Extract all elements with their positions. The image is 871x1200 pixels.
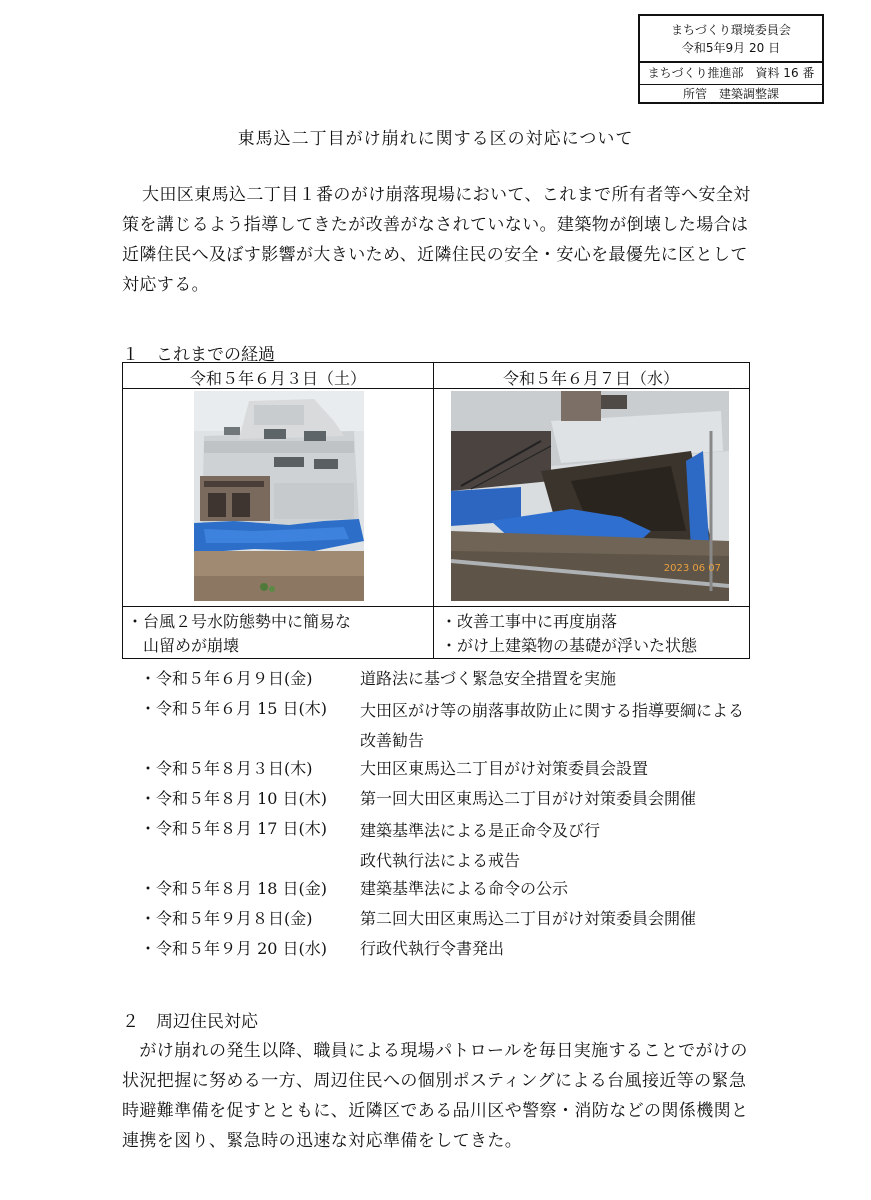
timeline-event: 第一回大田区東馬込二丁目がけ対策委員会開催	[360, 789, 697, 808]
document-title: 東馬込二丁目がけ崩れに関する区の対応について	[237, 129, 634, 149]
section-1-heading: １ これまでの経過	[122, 345, 275, 365]
header-info-box	[638, 14, 824, 104]
timeline-item	[140, 784, 780, 814]
photo-caption-left	[127, 610, 351, 658]
photo-date-left: 令和５年６月３日（土）	[189, 369, 366, 388]
photo-caption-right	[441, 610, 697, 658]
divider	[433, 363, 434, 658]
timeline-event: 大田区がけ等の崩落事故防止に関する指導要綱による改善勧告	[360, 701, 745, 750]
material-number: まちづくり推進部 資料 16 番	[647, 66, 815, 80]
timeline-item	[140, 754, 780, 784]
timeline-date: ・令和５年６月 15 日(木)	[140, 699, 328, 718]
section-2-body: がけ崩れの発生以降、職員による現場パトロールを毎日実施することでがけの状況把握に努める一方、周辺住民への個別ポスティングによる台風接近等の緊急時避難準備を促すとともに、近隣区である品川区や警察・消防などの関係機関と連携を図り、緊急時の迅速な対応準備をしてきた。	[122, 1041, 749, 1151]
timeline-event: 建築基準法による命令の公示	[360, 879, 569, 898]
timeline-list	[140, 664, 780, 964]
timeline-item	[140, 664, 780, 694]
timeline-date: ・令和５年６月９日(金)	[140, 669, 313, 688]
caption-line: ・改善工事中に再度崩落	[441, 612, 618, 631]
timeline-event: 行政代執行令書発出	[360, 939, 505, 958]
photo-date-right: 令和５年６月７日（水）	[502, 369, 679, 388]
caption-line: ・がけ上建築物の基礎が浮いた状態	[441, 636, 698, 655]
photo-date-stamp: 2023 06 07	[663, 563, 721, 574]
caption-line: ・台風２号水防態勢中に簡易な	[127, 612, 352, 631]
caption-line: 山留めが崩壊	[127, 636, 240, 655]
committee-name: まちづくり環境委員会	[671, 23, 791, 37]
timeline-date: ・令和５年８月 10 日(木)	[140, 789, 328, 808]
timeline-date: ・令和５年８月３日(木)	[140, 759, 313, 778]
photo-june-7-image	[451, 391, 729, 601]
intro-paragraph	[122, 180, 762, 300]
timeline-item	[140, 904, 780, 934]
intro-text: 大田区東馬込二丁目１番のがけ崩落現場において、これまで所有者等へ安全対策を講じるよう指導してきたが改善がなされていない。建築物が倒壊した場合は近隣住民へ及ぼす影響が大きいため、近隣住民の安全・安心を最優先に区として対応する。	[122, 185, 751, 295]
photo-june-7	[451, 391, 729, 601]
divider	[640, 84, 822, 85]
photo-june-3-image	[194, 391, 364, 601]
timeline-item	[140, 814, 780, 874]
meeting-date: 令和5年9月 20 日	[681, 41, 781, 55]
timeline-item	[140, 694, 780, 754]
timeline-event: 建築基準法による是正命令及び行政代執行法による戒告	[360, 821, 601, 870]
timeline-event: 大田区東馬込二丁目がけ対策委員会設置	[360, 759, 649, 778]
divider	[123, 606, 749, 607]
timeline-event: 道路法に基づく緊急安全措置を実施	[360, 669, 617, 688]
timeline-item	[140, 874, 780, 904]
timeline-date: ・令和５年９月 20 日(水)	[140, 939, 328, 958]
timeline-date: ・令和５年８月 18 日(金)	[140, 879, 328, 898]
timeline-date: ・令和５年９月８日(金)	[140, 909, 313, 928]
jurisdiction: 所管 建築調整課	[682, 87, 779, 101]
section-2-heading: ２ 周辺住民対応	[122, 1012, 258, 1032]
timeline-event: 第二回大田区東馬込二丁目がけ対策委員会開催	[360, 909, 697, 928]
photo-table	[122, 362, 750, 659]
divider	[640, 61, 822, 63]
timeline-date: ・令和５年８月 17 日(木)	[140, 819, 328, 838]
timeline-item	[140, 934, 780, 964]
photo-june-3	[194, 391, 364, 601]
